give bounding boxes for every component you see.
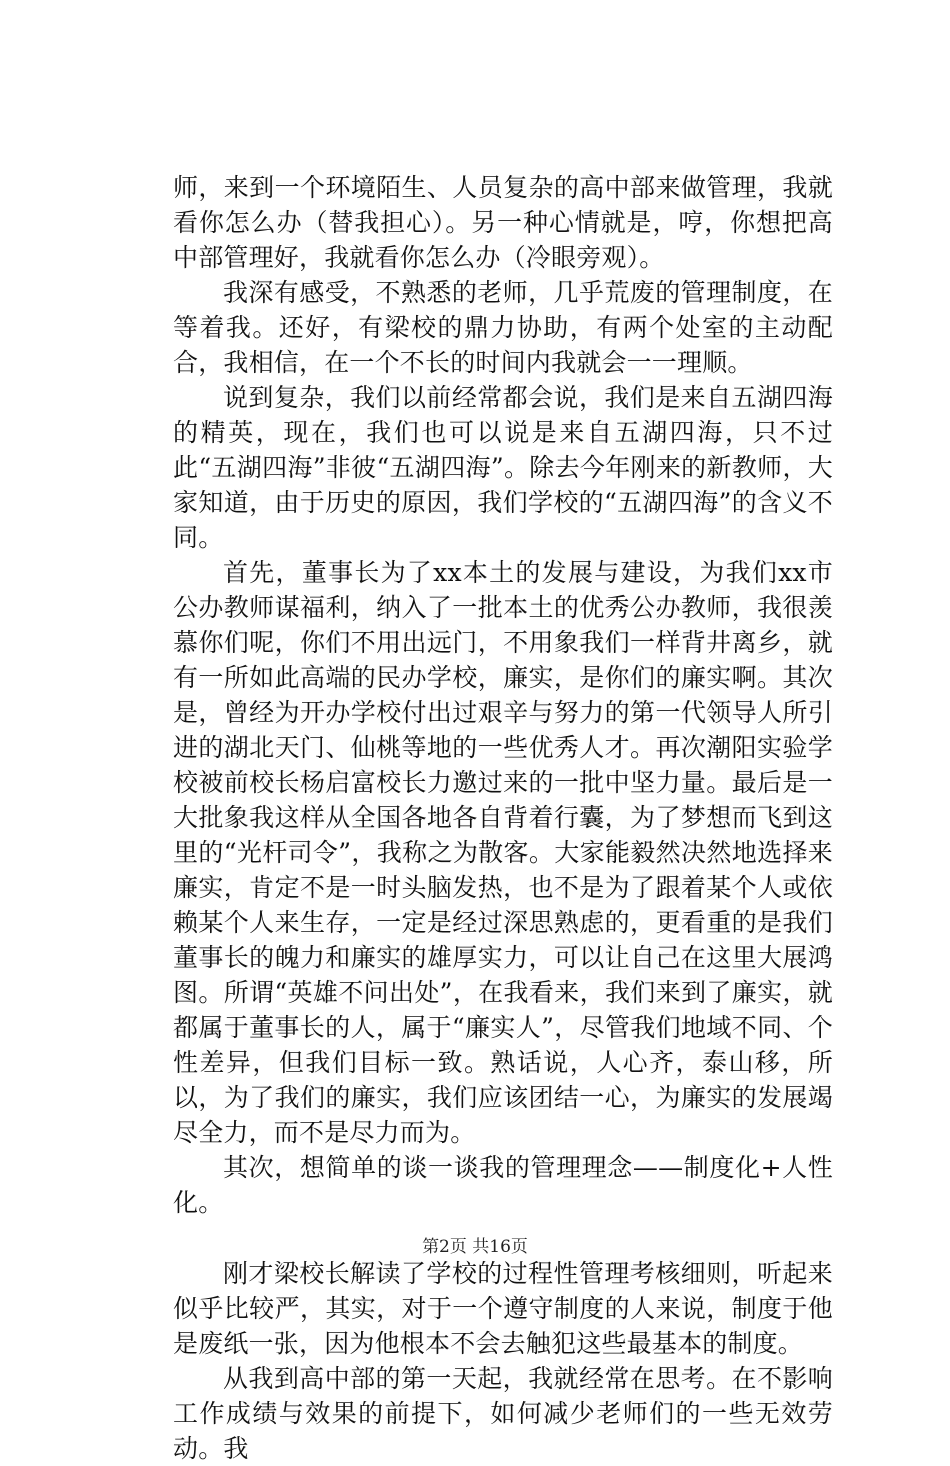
- paragraph-heading: 其次，想简单的谈一谈我的管理理念——制度化+人性化。: [173, 1153, 833, 1217]
- paragraph: 说到复杂，我们以前经常都会说，我们是来自五湖四海的精英，现在，我们也可以说是来自五湖四海，只不过此“五湖四海”非彼“五湖四海”。除去今年刚来的新教师，大家知道，由于历史的原因，我们学校的“五湖四海”的含义不同。: [173, 383, 833, 552]
- paragraph: 首先，董事长为了xx本土的发展与建设，为我们xx市公办教师谋福利，纳入了一批本土的优秀公办教师，我很羡慕你们呢，你们不用出远门，不用象我们一样背井离乡，就有一所如此高端的民办学校，廉实，是你们的廉实啊。其次是，曾经为开办学校付出过艰辛与努力的第一代领导人所引进的湖北天门、仙桃等地的一些优秀人才。再次潮阳实验学校被前校长杨启富校长力邀过来的一批中坚力量。最后是一大批象我这样从全国各地各自背着行囊，为了梦想而飞到这里的“光杆司令”，我称之为散客。大家能毅然决然地选择来廉实，肯定不是一时头脑发热，也不是为了跟着某个人或依赖某个人来生存，一定是经过深思熟虑的，更看重的是我们董事长的魄力和廉实的雄厚实力，可以让自己在这里大展鸿图。所谓“英雄不问出处”，在我看来，我们来到了廉实，就都属于董事长的人，属于“廉实人”，尽管我们地域不同、个性差异，但我们目标一致。熟话说，人心齐，泰山移，所以，为了我们的廉实，我们应该团结一心，为廉实的发展竭尽全力，而不是尽力而为。: [173, 558, 833, 1147]
- paragraph: 刚才梁校长解读了学校的过程性管理考核细则，听起来似乎比较严，其实，对于一个遵守制度的人来说，制度于他是废纸一张，因为他根本不会去触犯这些最基本的制度。: [173, 1259, 833, 1358]
- page-footer: 第2页 共16页: [422, 1237, 528, 1257]
- document-body: [173, 170, 833, 1466]
- paragraph: 我深有感受，不熟悉的老师，几乎荒废的管理制度，在等着我。还好，有梁校的鼎力协助，有两个处室的主动配合，我相信，在一个不长的时间内我就会一一理顺。: [173, 278, 833, 377]
- paragraph: 从我到高中部的第一天起，我就经常在思考。在不影响工作成绩与效果的前提下，如何减少老师们的一些无效劳动。我: [173, 1364, 833, 1463]
- paragraph-continuation: 师，来到一个环境陌生、人员复杂的高中部来做管理，我就看你怎么办（替我担心）。另一种心情就是，哼，你想把高中部管理好，我就看你怎么办（冷眼旁观）。: [173, 173, 833, 272]
